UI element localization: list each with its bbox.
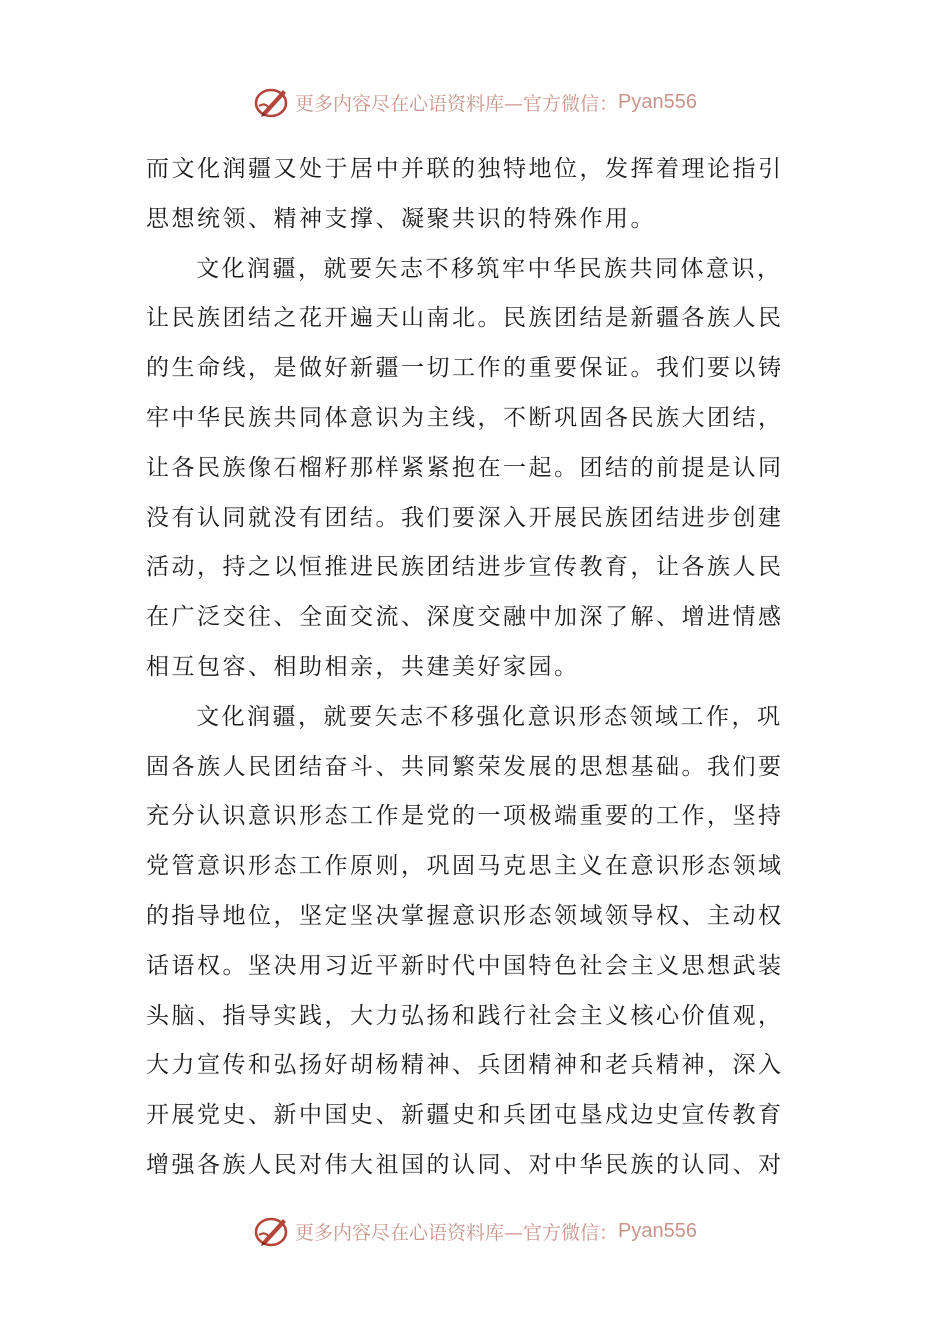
watermark-text: 更多内容尽在心语资料库—官方微信： [295, 1221, 619, 1244]
text-line: 增强各族人民对伟大祖国的认同、对中华民族的认同、对 [146, 1151, 784, 1178]
text-line: 的指导地位，坚定坚决掌握意识形态领域领导权、主动权 [146, 902, 784, 929]
text-line: 相互包容、相助相亲，共建美好家园。 [146, 653, 580, 680]
text-line: 在广泛交往、全面交流、深度交融中加深了解、增进情感 [146, 604, 784, 631]
text-line: 思想统领、精神支撑、凝聚共识的特殊作用。 [146, 205, 656, 232]
watermark-wechat-handle: Pyan556 [618, 1219, 697, 1242]
text-line: 文化润疆，就要矢志不移强化意识形态领域工作，巩 [196, 703, 783, 730]
text-line: 文化润疆，就要矢志不移筑牢中华民族共同体意识， [196, 255, 783, 282]
text-line: 的生命线，是做好新疆一切工作的重要保证。我们要以铸 [146, 355, 784, 382]
pen-logo-icon [253, 1213, 291, 1249]
text-line: 牢中华民族共同体意识为主线，不断巩固各民族大团结， [146, 404, 784, 431]
text-line: 充分认识意识形态工作是党的一项极端重要的工作，坚持 [146, 803, 784, 830]
document-body [146, 145, 806, 1191]
text-line: 而文化润疆又处于居中并联的独特地位，发挥着理论指引 [146, 156, 784, 182]
text-line: 话语权。坚决用习近平新时代中国特色社会主义思想武装 [146, 952, 784, 979]
text-line: 让各民族像石榴籽那样紧紧抱在一起。团结的前提是认同 [146, 454, 784, 481]
text-line: 让民族团结之花开遍天山南北。民族团结是新疆各族人民 [146, 305, 784, 332]
text-line: 开展党史、新中国史、新疆史和兵团屯垦戍边史宣传教育 [146, 1102, 784, 1129]
text-line: 固各族人民团结奋斗、共同繁荣发展的思想基础。我们要 [146, 753, 784, 780]
text-line: 头脑、指导实践，大力弘扬和践行社会主义核心价值观， [146, 1002, 784, 1029]
pen-logo-icon [253, 84, 291, 120]
watermark-wechat-handle: Pyan556 [618, 90, 697, 113]
text-line: 大力宣传和弘扬好胡杨精神、兵团精神和老兵精神，深入 [146, 1052, 784, 1079]
text-line: 活动，持之以恒推进民族团结进步宣传教育，让各族人民 [146, 554, 784, 581]
watermark-text: 更多内容尽在心语资料库—官方微信： [295, 92, 619, 115]
footer-watermark-banner [0, 1211, 950, 1251]
text-line: 党管意识形态工作原则，巩固马克思主义在意识形态领域 [146, 853, 784, 880]
header-watermark-banner [0, 82, 950, 122]
text-line: 没有认同就没有团结。我们要深入开展民族团结进步创建 [146, 504, 784, 531]
